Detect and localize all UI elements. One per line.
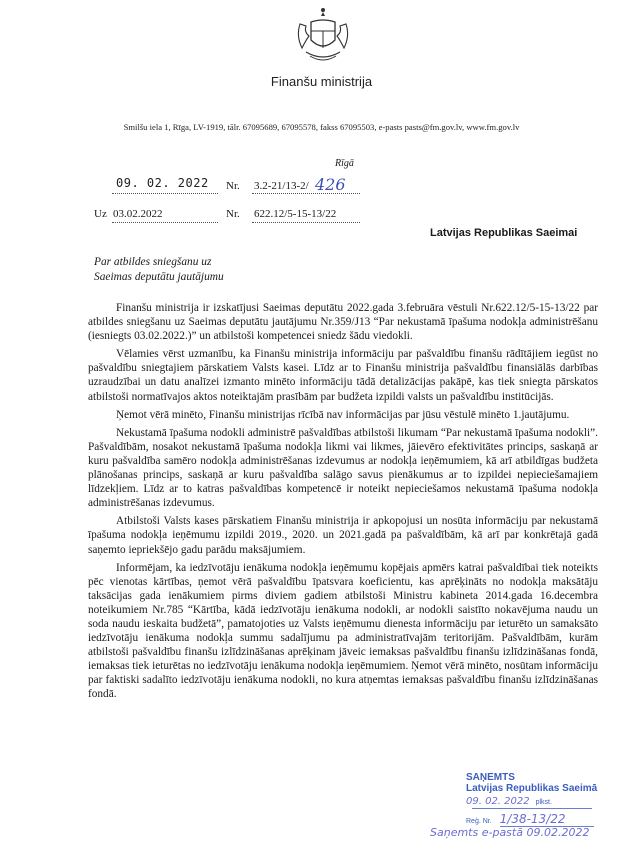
date-dotted-line [112, 193, 218, 194]
issue-date-handwritten: 09. 02. 2022 [116, 176, 209, 190]
paragraph: Vēlamies vērst uzmanību, ka Finanšu ministrija informāciju par pašvaldību finanšu rādītājiem iegūst no pašvaldību sniegtajiem pārskatiem Valsts kasei. Līdz ar to Finanšu ministrija pašvaldību finansiālās darbības uzraudzībai un datu analīzei izmanto minēto informāciju tādā detalizācijas pakāpē, kas tiek sniegta pārskatos atbilstoši normatīvajos aktos noteiktajām prasībām par budžeta izpildi valsts un pašvaldību institūcijās. [88, 348, 598, 403]
city: Rīgā [335, 158, 354, 169]
nr-label: Nr. [226, 208, 240, 220]
paragraph: Nekustamā īpašuma nodokli administrē pašvaldības atbilstoši likumam “Par nekustamā īpašuma nodokli”. Pašvaldībām, nosakot nekustamā īpašuma nodokļa likmi vai likmes, jāievēro efektivitātes princips, saskaņā ar kuru pašvaldība samēro nodokļa administrēšanas izdevumus ar nodokļa ieņēmumiem, kā arī atbildīgas budžeta plānošanas princips, saskaņā ar kuru pašvaldība salāgo savus pienākumus ar to izpildei nepieciešamajiem līdzekļiem. Līdz ar to katras pašvaldības kompetencē ir noteikt nepieciešamos nekustamā īpašuma nodokļa administrēšanas izdevumus. [88, 426, 598, 510]
stamp-date-row [466, 796, 552, 807]
stamp-date-handwritten: 09. 02. 2022 [466, 796, 530, 807]
stamp-time-label: plkst. [535, 799, 552, 806]
document-number-handwritten: 426 [315, 175, 346, 194]
stamp-title: SAŅEMTS [466, 772, 515, 783]
number-dotted-line [252, 193, 360, 194]
uz-label: Uz [94, 208, 107, 220]
stamp-organization: Latvijas Republikas Saeimā [466, 783, 598, 794]
address-line: Smilšu iela 1, Rīga, LV-1919, tālr. 67095689, 67095578, fakss 67095503, e-pasts pasts@fm.gov.lv, www.fm.gov.lv [123, 122, 520, 132]
document-number: 3.2-21/13-2/ [254, 180, 309, 192]
date-dotted-line [112, 222, 218, 223]
stamp-reg-row [466, 812, 566, 826]
received-stamp [466, 772, 597, 794]
stamp-reg-label: Reģ. Nr. [466, 818, 492, 825]
ministry-name: Finanšu ministrija [270, 74, 373, 89]
nr-label: Nr. [226, 180, 240, 192]
stamp-line [472, 808, 592, 809]
number-dotted-line [252, 222, 360, 223]
subject-line: Par atbildes sniegšanu uz [94, 256, 212, 268]
letter-body [88, 301, 598, 706]
coat-of-arms-emblem [292, 6, 354, 66]
paragraph: Finanšu ministrija ir izskatījusi Saeimas deputātu 2022.gada 3.februāra vēstuli Nr.622.12/5-15-13/22 par atbildes sniegšanu uz Saeimas deputātu jautājumu Nr.359/J13 “Par nekustamā īpašuma nodokļa administrēšanu (iesniegts 03.02.2022.)” un atbilstoši kompetencei sniedz šādu viedokli. [88, 302, 598, 343]
stamp-note-handwritten: Saņemts e-pastā 09.02.2022 [430, 826, 590, 839]
paragraph: Atbilstoši Valsts kases pārskatiem Finanšu ministrija ir apkopojusi un nosūta informāciju par nekustamā īpašuma nodokļa ieņēmumu izpildi 2019., 2020. un 2021.gadā pa pašvaldībām, kā arī par konkrētajā gadā saņemto iepriekšējo gadu parādu maksājumiem. [88, 515, 598, 556]
reference-number: 622.12/5-15-13/22 [254, 208, 337, 220]
paragraph: Informējam, ka iedzīvotāju ienākuma nodokļa ieņēmumu kopējais apmērs katrai pašvaldībai tiek noteikts pēc vienotas kārtības, ņemot vērā pašvaldību īpatsvara koeficientu, kas aprēķināts no nodokļa maksātāju taksācijas gada ienākumiem pirms diviem gadiem atbilstoši Ministru kabineta 2014.gada 16.decembra noteikumiem Nr.785 “Kārtība, kādā iedzīvotāju ienākuma nodokli, ar nodokli saistīto nokavējuma naudu un soda naudu ieskaita budžetā”, pamatojoties uz Valsts ieņēmumu dienesta informāciju par ieturēto un samaksāto iedzīvotāju ienākuma nodokļa summu sadalījumu pa administratīvajām teritorijām. Pašvaldībām, kurām atbilstoši pašvaldību finanšu izlīdzināšanas aprēķinam jāveic iemaksas pašvaldību finanšu izlīdzināšanas fondā, iemaksas tiek ieturētas no iedzīvotāju ienākuma nodokļa ieņēmumiem. Ņemot vērā minēto, nosūtam informāciju par faktiski sadalīto iedzīvotāju ienākuma nodokli, no kura atņemtas iemaksas pašvaldību finanšu izlīdzināšanas fondā. [88, 561, 598, 701]
subject [94, 255, 224, 285]
reference-date: 03.02.2022 [113, 208, 163, 220]
subject-line: Saeimas deputātu jautājumu [94, 271, 224, 283]
stamp-reg-handwritten: 1/38-13/22 [499, 812, 566, 826]
recipient: Latvijas Republikas Saeimai [430, 227, 578, 239]
paragraph: Ņemot vērā minēto, Finanšu ministrijas rīcībā nav informācijas par jūsu vēstulē minēto 1.jautājumu. [116, 408, 570, 421]
